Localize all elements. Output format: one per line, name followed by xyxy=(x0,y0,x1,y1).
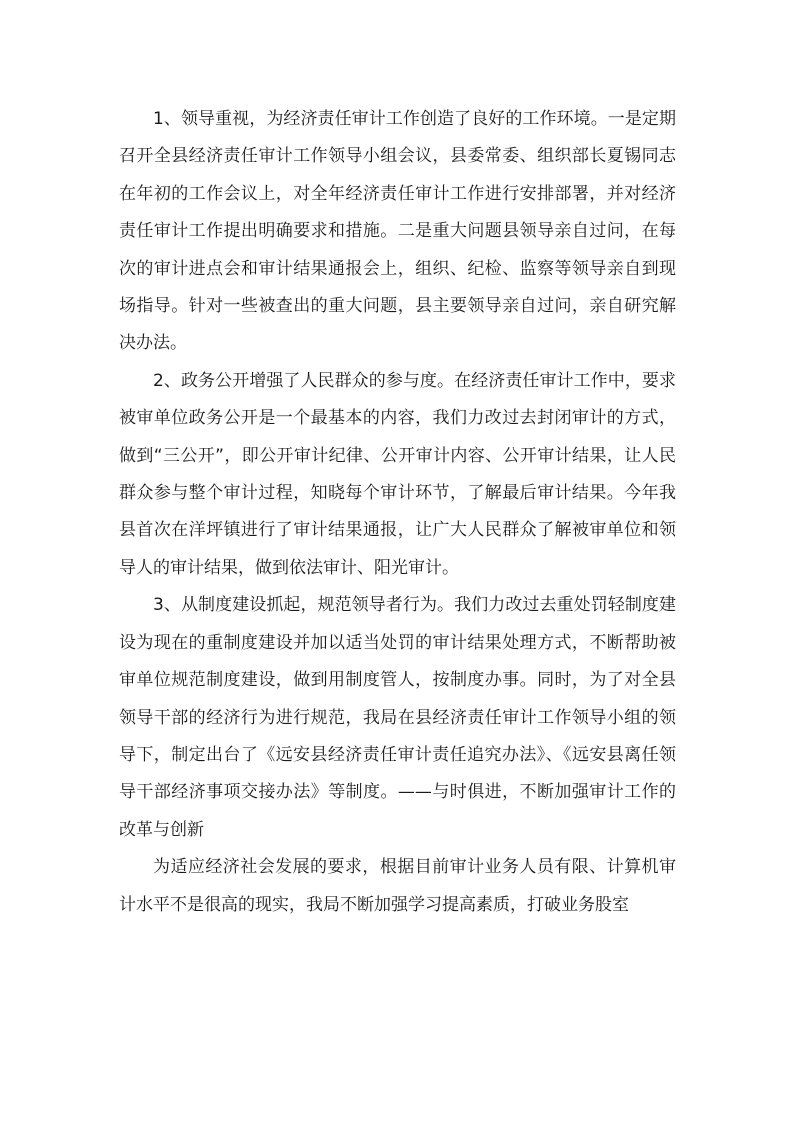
paragraph-transparency: 2、政务公开增强了人民群众的参与度。在经济责任审计工作中，要求被审单位政务公开是一个最基本的内容，我们力改过去封闭审计的方式，做到“三公开”，即公开审计纪律、公开审计内容、公开审计结果，让人民群众参与整个审计过程，知晓每个审计环节，了解最后审计结果。今年我县首次在洋坪镇进行了审计结果通报，让广大人民群众了解被审单位和领导人的审计结果，做到依法审计、阳光审计。 xyxy=(119,370,676,578)
paragraph-adaptation: 为适应经济社会发展的要求，根据目前审计业务人员有限、计算机审计水平不是很高的现实，我局不断加强学习提高素质，打破业务股室 xyxy=(119,857,676,915)
paragraph-leadership: 1、领导重视，为经济责任审计工作创造了良好的工作环境。一是定期召开全县经济责任审计工作领导小组会议，县委常委、组织部长夏锡同志在年初的工作会议上，对全年经济责任审计工作进行安排部署，并对经济责任审计工作提出明确要求和措施。二是重大问题县领导亲自过问，在每次的审计进点会和审计结果通报会上，组织、纪检、监察等领导亲自到现场指导。针对一些被查出的重大问题，县主要领导亲自过问，亲自研究解决办法。 xyxy=(119,109,676,354)
document-page xyxy=(119,101,676,924)
paragraph-institution: 3、从制度建设抓起，规范领导者行为。我们力改过去重处罚轻制度建设为现在的重制度建设并加以适当处罚的审计结果处理方式，不断帮助被审单位规范制度建设，做到用制度管人，按制度办事。同时，为了对全县领导干部的经济行为进行规范，我局在县经济责任审计工作领导小组的领导下，制定出台了《远安县经济责任审计责任追究办法》、《远安县离任领导干部经济事项交接办法》等制度。——与时俱进，不断加强审计工作的改革与创新 xyxy=(119,595,676,840)
